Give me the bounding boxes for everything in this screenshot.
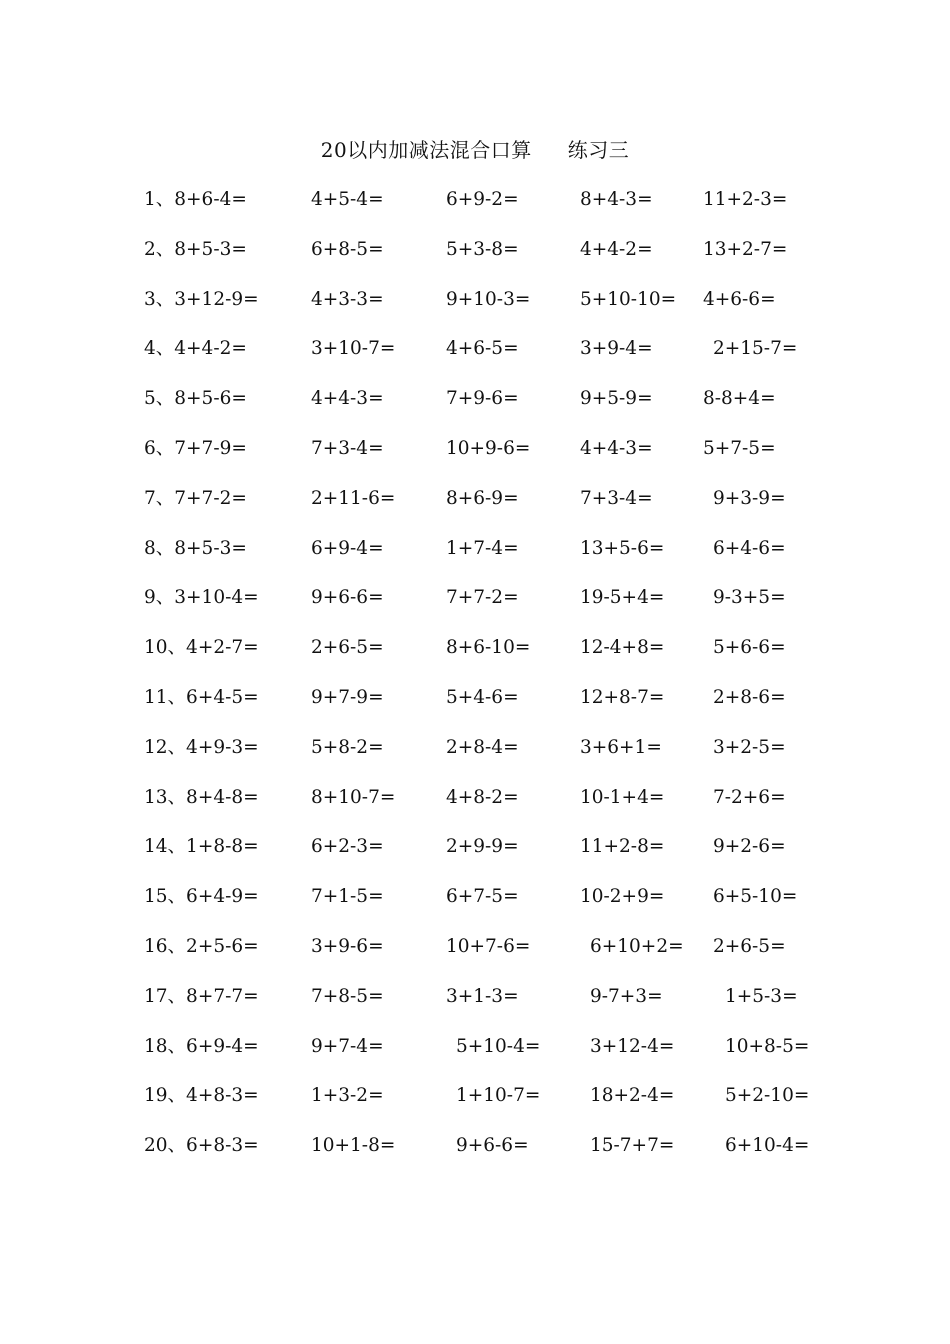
problem-item: 9+7-9= — [311, 686, 384, 708]
problem-row — [0, 833, 950, 883]
problem-number: 9、 — [144, 587, 175, 609]
problem-item: 4+3-3= — [311, 288, 384, 310]
problem-number-and-item — [144, 1132, 259, 1160]
problem-row — [0, 684, 950, 734]
problem-text: 4+4-2= — [174, 338, 247, 360]
problem-item: 2+8-4= — [446, 736, 519, 758]
problem-item: 6+8-5= — [311, 238, 384, 260]
problem-item: 4+8-2= — [446, 786, 519, 808]
problem-item: 11+2-3= — [703, 189, 788, 210]
problem-item: 7+8-5= — [311, 985, 384, 1007]
problem-row — [0, 784, 950, 834]
problem-row — [0, 385, 950, 435]
problem-item: 9+6-6= — [456, 1135, 529, 1157]
problem-number: 12、 — [144, 736, 187, 758]
problem-number-and-item — [144, 435, 247, 463]
problem-number: 5、 — [144, 388, 175, 410]
problem-row — [0, 535, 950, 585]
problem-item: 10-2+9= — [580, 886, 665, 908]
problem-item: 4+4-3= — [580, 437, 653, 459]
problem-text: 8+5-3= — [174, 238, 247, 260]
title-sub: 练习三 — [567, 138, 630, 162]
problem-item: 3+12-4= — [590, 1035, 675, 1057]
problem-item: 2+6-5= — [713, 935, 786, 957]
problem-number: 14、 — [144, 836, 187, 858]
problem-text: 1+8-8= — [186, 836, 259, 858]
problem-item: 6+9-4= — [311, 537, 384, 559]
problem-item: 5+10-4= — [456, 1035, 541, 1057]
problem-item: 3+10-7= — [311, 338, 396, 360]
problem-text: 8+5-3= — [174, 537, 247, 559]
problem-item: 10+7-6= — [446, 935, 531, 957]
problem-item: 5+2-10= — [725, 1085, 810, 1107]
problem-number-and-item — [144, 784, 259, 812]
problem-item: 1+5-3= — [725, 985, 798, 1007]
problem-number-and-item — [144, 385, 247, 413]
problem-item: 6+2-3= — [311, 836, 384, 858]
problem-row — [0, 335, 950, 385]
problem-item: 8+6-10= — [446, 637, 531, 659]
problem-item: 10+9-6= — [446, 437, 531, 459]
problem-item: 9+2-6= — [713, 836, 786, 858]
problem-item: 13+5-6= — [580, 537, 665, 559]
problem-number-and-item — [144, 983, 259, 1011]
problem-row — [0, 1082, 950, 1132]
problem-number-and-item — [144, 584, 259, 612]
problem-number-and-item — [144, 1082, 259, 1110]
problem-number-and-item — [144, 833, 259, 861]
problem-row — [0, 933, 950, 983]
problem-number-and-item — [144, 485, 247, 513]
problem-number: 17、 — [144, 985, 187, 1007]
problem-number: 7、 — [144, 487, 175, 509]
problem-number: 1、 — [144, 189, 175, 210]
problem-number: 16、 — [144, 935, 187, 957]
problem-item: 4+4-2= — [580, 238, 653, 260]
problem-number: 3、 — [144, 288, 175, 310]
problem-item: 9+7-4= — [311, 1035, 384, 1057]
problem-number: 20、 — [144, 1135, 187, 1157]
problem-text: 7+7-2= — [174, 487, 247, 509]
problem-item: 3+2-5= — [713, 736, 786, 758]
problem-item: 3+9-6= — [311, 935, 384, 957]
problem-item: 1+3-2= — [311, 1085, 384, 1107]
problem-item: 5+10-10= — [580, 288, 677, 310]
problem-item: 7+3-4= — [311, 437, 384, 459]
problem-item: 10+8-5= — [725, 1035, 810, 1057]
problem-row — [0, 435, 950, 485]
problem-item: 12+8-7= — [580, 686, 665, 708]
problem-number-and-item — [144, 186, 247, 214]
problem-number-and-item — [144, 684, 259, 712]
problem-number-and-item — [144, 1033, 259, 1061]
problem-grid — [0, 186, 950, 1182]
problem-item: 9+6-6= — [311, 587, 384, 609]
problem-number-and-item — [144, 634, 259, 662]
problem-item: 4+6-6= — [703, 288, 776, 310]
problem-item: 7+1-5= — [311, 886, 384, 908]
problem-item: 3+1-3= — [446, 985, 519, 1007]
problem-number: 19、 — [144, 1085, 187, 1107]
problem-item: 8-8+4= — [703, 388, 776, 410]
problem-item: 6+5-10= — [713, 886, 798, 908]
problem-number: 15、 — [144, 886, 187, 908]
problem-text: 8+5-6= — [174, 388, 247, 410]
page-title — [0, 134, 950, 163]
problem-item: 8+4-3= — [580, 189, 653, 210]
problem-item: 7+3-4= — [580, 487, 653, 509]
problem-item: 18+2-4= — [590, 1085, 675, 1107]
problem-text: 4+8-3= — [186, 1085, 259, 1107]
problem-text: 4+2-7= — [186, 637, 259, 659]
problem-item: 2+9-9= — [446, 836, 519, 858]
problem-number: 4、 — [144, 338, 175, 360]
problem-item: 7+9-6= — [446, 388, 519, 410]
problem-item: 2+8-6= — [713, 686, 786, 708]
problem-row — [0, 584, 950, 634]
problem-item: 10+1-8= — [311, 1135, 396, 1157]
problem-item: 15-7+7= — [590, 1135, 675, 1157]
problem-item: 9+5-9= — [580, 388, 653, 410]
problem-item: 10-1+4= — [580, 786, 665, 808]
problem-item: 4+4-3= — [311, 388, 384, 410]
problem-text: 8+6-4= — [174, 189, 247, 210]
problem-number-and-item — [144, 286, 259, 314]
problem-item: 2+6-5= — [311, 637, 384, 659]
problem-text: 4+9-3= — [186, 736, 259, 758]
problem-item: 6+10-4= — [725, 1135, 810, 1157]
problem-text: 6+4-5= — [186, 686, 259, 708]
problem-text: 3+12-9= — [174, 288, 259, 310]
problem-row — [0, 734, 950, 784]
problem-number-and-item — [144, 535, 247, 563]
problem-number-and-item — [144, 236, 247, 264]
problem-item: 9-7+3= — [590, 985, 663, 1007]
problem-text: 6+8-3= — [186, 1135, 259, 1157]
problem-number-and-item — [144, 933, 259, 961]
problem-text: 6+4-9= — [186, 886, 259, 908]
problem-text: 6+9-4= — [186, 1035, 259, 1057]
problem-number: 18、 — [144, 1035, 187, 1057]
problem-item: 1+10-7= — [456, 1085, 541, 1107]
problem-number: 8、 — [144, 537, 175, 559]
problem-item: 8+6-9= — [446, 487, 519, 509]
problem-number: 11、 — [144, 686, 187, 708]
problem-number-and-item — [144, 734, 259, 762]
problem-row — [0, 634, 950, 684]
problem-item: 3+9-4= — [580, 338, 653, 360]
problem-number: 6、 — [144, 437, 175, 459]
problem-number-and-item — [144, 335, 247, 363]
problem-item: 7-2+6= — [713, 786, 786, 808]
problem-item: 4+6-5= — [446, 338, 519, 360]
problem-row — [0, 236, 950, 286]
problem-item: 3+6+1= — [580, 736, 662, 758]
problem-row — [0, 883, 950, 933]
problem-item: 4+5-4= — [311, 189, 384, 210]
problem-item: 9+10-3= — [446, 288, 531, 310]
problem-row — [0, 485, 950, 535]
problem-text: 3+10-4= — [174, 587, 259, 609]
problem-item: 11+2-8= — [580, 836, 665, 858]
problem-text: 2+5-6= — [186, 935, 259, 957]
problem-row — [0, 1132, 950, 1182]
problem-item: 2+11-6= — [311, 487, 396, 509]
problem-item: 5+3-8= — [446, 238, 519, 260]
problem-item: 7+7-2= — [446, 587, 519, 609]
problem-text: 8+7-7= — [186, 985, 259, 1007]
problem-item: 19-5+4= — [580, 587, 665, 609]
problem-row — [0, 1033, 950, 1083]
problem-number: 2、 — [144, 238, 175, 260]
problem-row — [0, 983, 950, 1033]
problem-item: 8+10-7= — [311, 786, 396, 808]
problem-item: 9-3+5= — [713, 587, 786, 609]
problem-text: 7+7-9= — [174, 437, 247, 459]
problem-number-and-item — [144, 883, 259, 911]
problem-item: 6+9-2= — [446, 189, 519, 210]
problem-item: 5+8-2= — [311, 736, 384, 758]
problem-item: 5+6-6= — [713, 637, 786, 659]
problem-row — [0, 286, 950, 336]
problem-row — [0, 186, 950, 236]
problem-item: 6+4-6= — [713, 537, 786, 559]
problem-number: 13、 — [144, 786, 187, 808]
problem-item: 12-4+8= — [580, 637, 665, 659]
problem-item: 6+7-5= — [446, 886, 519, 908]
problem-item: 5+4-6= — [446, 686, 519, 708]
problem-item: 13+2-7= — [703, 238, 788, 260]
problem-number: 10、 — [144, 637, 187, 659]
problem-item: 1+7-4= — [446, 537, 519, 559]
problem-item: 5+7-5= — [703, 437, 776, 459]
problem-item: 2+15-7= — [713, 338, 798, 360]
problem-item: 6+10+2= — [590, 935, 684, 957]
title-main: 20以内加减法混合口算 — [320, 138, 532, 162]
problem-item: 9+3-9= — [713, 487, 786, 509]
problem-text: 8+4-8= — [186, 786, 259, 808]
